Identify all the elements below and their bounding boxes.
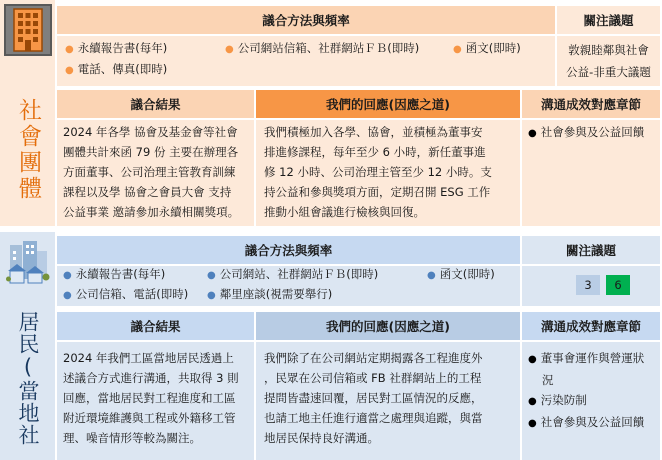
chapter-header: 溝通成效對應章節	[522, 312, 660, 340]
chapter-item-continued: 況	[542, 373, 554, 387]
response-header: 我們的回應(因應之道)	[256, 90, 520, 118]
method-item: ● 永續報告書(每年)	[65, 40, 167, 56]
method-item: ● 電話、傳真(即時)	[65, 61, 167, 77]
chapter-list	[522, 342, 660, 460]
response-text	[256, 342, 520, 460]
result-line: 課程以及學 協會之會員大會 支持	[63, 185, 232, 199]
result-header: 議合結果	[57, 90, 254, 118]
response-header: 我們的回應(因應之道)	[256, 312, 520, 340]
response-line: 推動小組會議進行檢核與回復。	[264, 205, 425, 219]
topics-header: 關注議題	[557, 6, 660, 34]
result-line: 2024 年各學 協會及基金會等社會	[63, 125, 238, 139]
method-header: 議合方法與頻率	[57, 6, 555, 34]
topic-text: 公益-非重大議題	[566, 65, 651, 79]
result-line: 附近環境維護與工程或外籍移工管	[63, 411, 236, 425]
response-line: 我們除了在公司網站定期揭露各工程進度外	[264, 351, 483, 365]
response-text	[256, 120, 520, 226]
method-item: ● 公司信箱、電話(即時)	[63, 286, 188, 302]
result-line: 回應，當地居民對工程進度和工區	[63, 391, 236, 405]
chapter-list	[522, 120, 660, 226]
result-line: 理、噪音情形等較為關注。	[63, 431, 201, 445]
community-section	[0, 0, 662, 226]
response-line: 持公益和參與獎項方面，定期召開 ESG 工作	[264, 185, 491, 199]
topics-cell	[522, 266, 660, 306]
result-line: 方面董事、公司治理主管教育訓練	[63, 165, 236, 179]
response-line: 也請工地主任進行適當之處理與追蹤，與當	[264, 411, 483, 425]
method-item: ● 公司網站、社群網站ＦＢ(即時)	[207, 266, 378, 282]
result-line: 公益事業 邀請參加永續相關獎項。	[63, 205, 240, 219]
chapter-item: ● 董事會運作與營運狀	[528, 348, 660, 370]
response-line: 我們積極加入各學、協會，並積極為董事安	[264, 125, 483, 139]
chapter-header: 溝通成效對應章節	[522, 90, 660, 118]
method-item: ● 鄰里座談(視需要舉行)	[207, 286, 332, 302]
response-line: 排進修課程，每年至少 6 小時，新任董事進	[264, 145, 486, 159]
community-title: 社會團體	[15, 98, 41, 202]
method-item: ● 公司網站信箱、社群網站ＦＢ(即時)	[225, 40, 419, 56]
result-header: 議合結果	[57, 312, 254, 340]
result-line: 述議合方式進行溝通，共取得 3 則	[63, 371, 239, 385]
method-item: ● 函文(即時)	[453, 40, 521, 56]
community-sidebar	[0, 0, 55, 226]
response-line: 提問皆盡速回覆，居民對工區情況的反應，	[264, 391, 483, 405]
topics-header: 關注議題	[522, 236, 660, 264]
residents-title: 居民(當地社	[16, 310, 40, 446]
methods-list	[57, 36, 555, 86]
result-text	[57, 120, 254, 226]
chapter-item: ● 社會參與及公益回饋	[528, 122, 660, 144]
topic-badge-3: 3	[576, 275, 600, 295]
chapter-item: ● 社會參與及公益回饋	[528, 412, 660, 434]
result-line: 2024 年我們工區當地居民透過上	[63, 351, 234, 365]
building-icon	[4, 4, 52, 56]
chapter-item: ● 污染防制	[528, 390, 660, 412]
residents-section	[0, 232, 662, 460]
response-line: 地居民保持良好溝通。	[264, 431, 379, 445]
topics-cell	[557, 36, 660, 86]
topic-badge-6: 6	[606, 275, 630, 295]
response-line: 修 12 小時、公司治理主管至少 12 小時。支	[264, 165, 492, 179]
topic-text: 敦親睦鄰與社會	[568, 43, 649, 57]
methods-list	[57, 266, 520, 306]
result-text	[57, 342, 254, 460]
result-line: 團體共計來函 79 份 主要在辦理各	[63, 145, 239, 159]
response-line: ，民眾在公司信箱或 FB 社群網站上的工程	[264, 371, 482, 385]
residents-sidebar	[0, 232, 55, 460]
method-item: ● 永續報告書(每年)	[63, 266, 165, 282]
houses-icon	[4, 236, 52, 288]
method-item: ● 函文(即時)	[427, 266, 495, 282]
method-header: 議合方法與頻率	[57, 236, 520, 264]
